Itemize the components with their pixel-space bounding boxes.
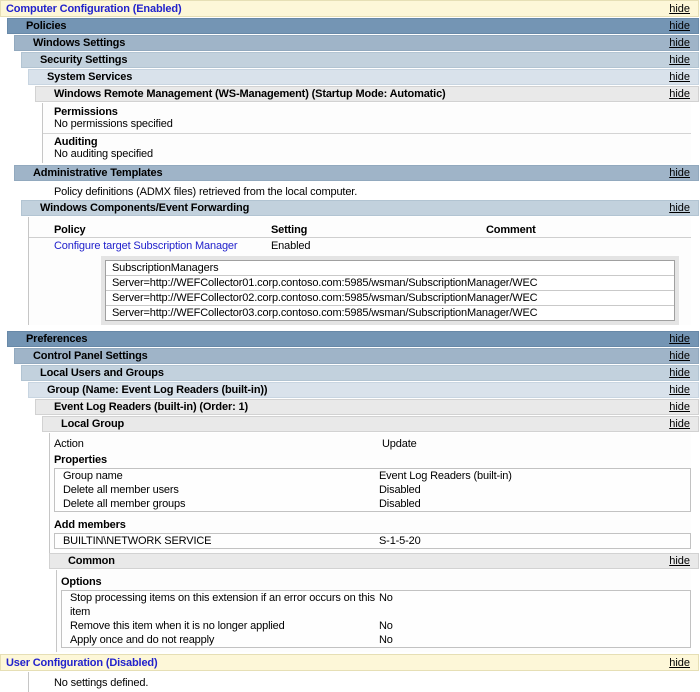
properties-box xyxy=(54,468,691,512)
option-row xyxy=(62,591,690,619)
permissions-block xyxy=(43,104,691,133)
properties-heading: Properties xyxy=(54,454,107,466)
band-title: Windows Components/Event Forwarding xyxy=(40,202,250,214)
column-policy: Policy xyxy=(54,224,86,236)
band-local-users-and-groups xyxy=(21,365,699,381)
auditing-label: Auditing xyxy=(54,136,98,148)
common-details xyxy=(56,570,691,652)
band-title: Windows Remote Management (WS-Management) (Startup Mode: Automatic) xyxy=(54,88,446,100)
property-label: Delete all member users xyxy=(63,484,179,496)
band-title: System Services xyxy=(47,71,133,83)
band-common xyxy=(49,553,699,569)
hide-link[interactable]: hide xyxy=(669,350,690,362)
options-box xyxy=(61,590,691,648)
band-title: Local Users and Groups xyxy=(40,367,164,379)
member-name: BUILTIN\NETWORK SERVICE xyxy=(63,535,212,547)
hide-link[interactable]: hide xyxy=(669,367,690,379)
hide-link[interactable]: hide xyxy=(669,401,690,413)
option-row xyxy=(62,619,690,633)
band-local-group xyxy=(42,416,699,432)
action-value: Update xyxy=(382,438,417,450)
band-administrative-templates xyxy=(14,165,699,181)
members-box xyxy=(54,533,691,549)
hide-link[interactable]: hide xyxy=(669,333,690,345)
hide-link[interactable]: hide xyxy=(669,384,690,396)
local-group-details xyxy=(49,433,691,553)
property-label: Delete all member groups xyxy=(63,498,186,510)
band-windows-settings xyxy=(14,35,699,51)
band-system-services xyxy=(28,69,699,85)
band-title: Windows Settings xyxy=(33,37,126,49)
option-value: No xyxy=(379,634,393,646)
hide-link[interactable]: hide xyxy=(669,71,690,83)
listbox-row: Server=http://WEFCollector01.corp.contoso.com:5985/wsman/SubscriptionManager/WEC xyxy=(106,276,674,291)
policy-table xyxy=(28,217,691,325)
band-windows-remote-management xyxy=(35,86,699,102)
hide-link[interactable]: hide xyxy=(669,20,690,32)
band-title: Computer Configuration (Enabled) xyxy=(6,2,182,15)
hide-link[interactable]: hide xyxy=(669,54,690,66)
band-title: Administrative Templates xyxy=(33,167,163,179)
band-title: Local Group xyxy=(61,418,125,430)
column-comment: Comment xyxy=(486,224,536,236)
property-value: Disabled xyxy=(379,498,421,510)
add-members-heading: Add members xyxy=(54,519,126,531)
listbox-row: Server=http://WEFCollector03.corp.contoso.com:5985/wsman/SubscriptionManager/WEC xyxy=(112,307,538,319)
band-title: Common xyxy=(68,555,115,567)
listbox-row: Server=http://WEFCollector02.corp.contoso.com:5985/wsman/SubscriptionManager/WEC xyxy=(106,291,674,306)
hide-link[interactable]: hide xyxy=(669,202,690,214)
band-event-forwarding xyxy=(21,200,699,216)
option-label: Apply once and do not reapply xyxy=(70,634,215,646)
property-label: Group name xyxy=(63,470,123,482)
band-title: Preferences xyxy=(26,333,88,345)
listbox-header: SubscriptionManagers xyxy=(106,261,674,276)
band-user-configuration xyxy=(0,654,699,671)
property-value: Disabled xyxy=(379,484,421,496)
subscription-managers-listbox xyxy=(105,260,675,321)
admx-note: Policy definitions (ADMX files) retrieved from the local computer. xyxy=(54,186,358,198)
property-row xyxy=(55,497,690,511)
spacer xyxy=(50,512,691,516)
band-preferences xyxy=(7,331,699,347)
action-label: Action xyxy=(54,438,84,450)
hide-link[interactable]: hide xyxy=(669,418,690,430)
band-title: Security Settings xyxy=(40,54,128,66)
options-heading: Options xyxy=(61,576,102,588)
auditing-block xyxy=(43,134,691,163)
option-row xyxy=(62,633,690,647)
band-security-settings xyxy=(21,52,699,68)
policy-table-header xyxy=(29,223,691,238)
band-event-log-readers-order xyxy=(35,399,699,415)
band-title: Event Log Readers (built-in) (Order: 1) xyxy=(54,401,248,413)
option-value: No xyxy=(379,620,393,632)
property-row xyxy=(55,483,690,497)
member-sid: S-1-5-20 xyxy=(379,535,421,547)
subscription-managers-panel xyxy=(101,256,679,325)
band-title: Policies xyxy=(26,20,67,32)
property-row xyxy=(55,469,690,483)
hide-link[interactable]: hide xyxy=(669,167,690,179)
hide-link[interactable]: hide xyxy=(669,656,690,669)
band-control-panel-settings xyxy=(14,348,699,364)
hide-link[interactable]: hide xyxy=(669,37,690,49)
policy-link[interactable]: Configure target Subscription Manager xyxy=(54,239,238,252)
band-title: Control Panel Settings xyxy=(33,350,148,362)
band-policies xyxy=(7,18,699,34)
permissions-label: Permissions xyxy=(54,106,118,118)
band-title: User Configuration (Disabled) xyxy=(6,656,158,669)
permissions-value: No permissions specified xyxy=(54,118,173,130)
wrm-service-details xyxy=(42,103,691,163)
user-config-note: No settings defined. xyxy=(28,672,700,692)
hide-link[interactable]: hide xyxy=(669,88,690,100)
policy-table-row xyxy=(29,238,691,253)
policy-setting: Enabled xyxy=(271,239,311,252)
property-value: Event Log Readers (built-in) xyxy=(379,470,512,482)
action-row xyxy=(50,437,691,451)
hide-link[interactable]: hide xyxy=(669,2,690,15)
option-label: Stop processing items on this extension if an error occurs on this item xyxy=(70,592,375,618)
member-row xyxy=(55,534,690,548)
band-computer-configuration xyxy=(0,0,699,17)
option-value: No xyxy=(379,592,393,604)
column-setting: Setting xyxy=(271,224,308,236)
hide-link[interactable]: hide xyxy=(669,555,690,567)
option-label: Remove this item when it is no longer applied xyxy=(70,620,285,632)
band-title: Group (Name: Event Log Readers (built-in)) xyxy=(47,384,268,396)
band-group-item xyxy=(28,382,699,398)
auditing-value: No auditing specified xyxy=(54,148,153,160)
